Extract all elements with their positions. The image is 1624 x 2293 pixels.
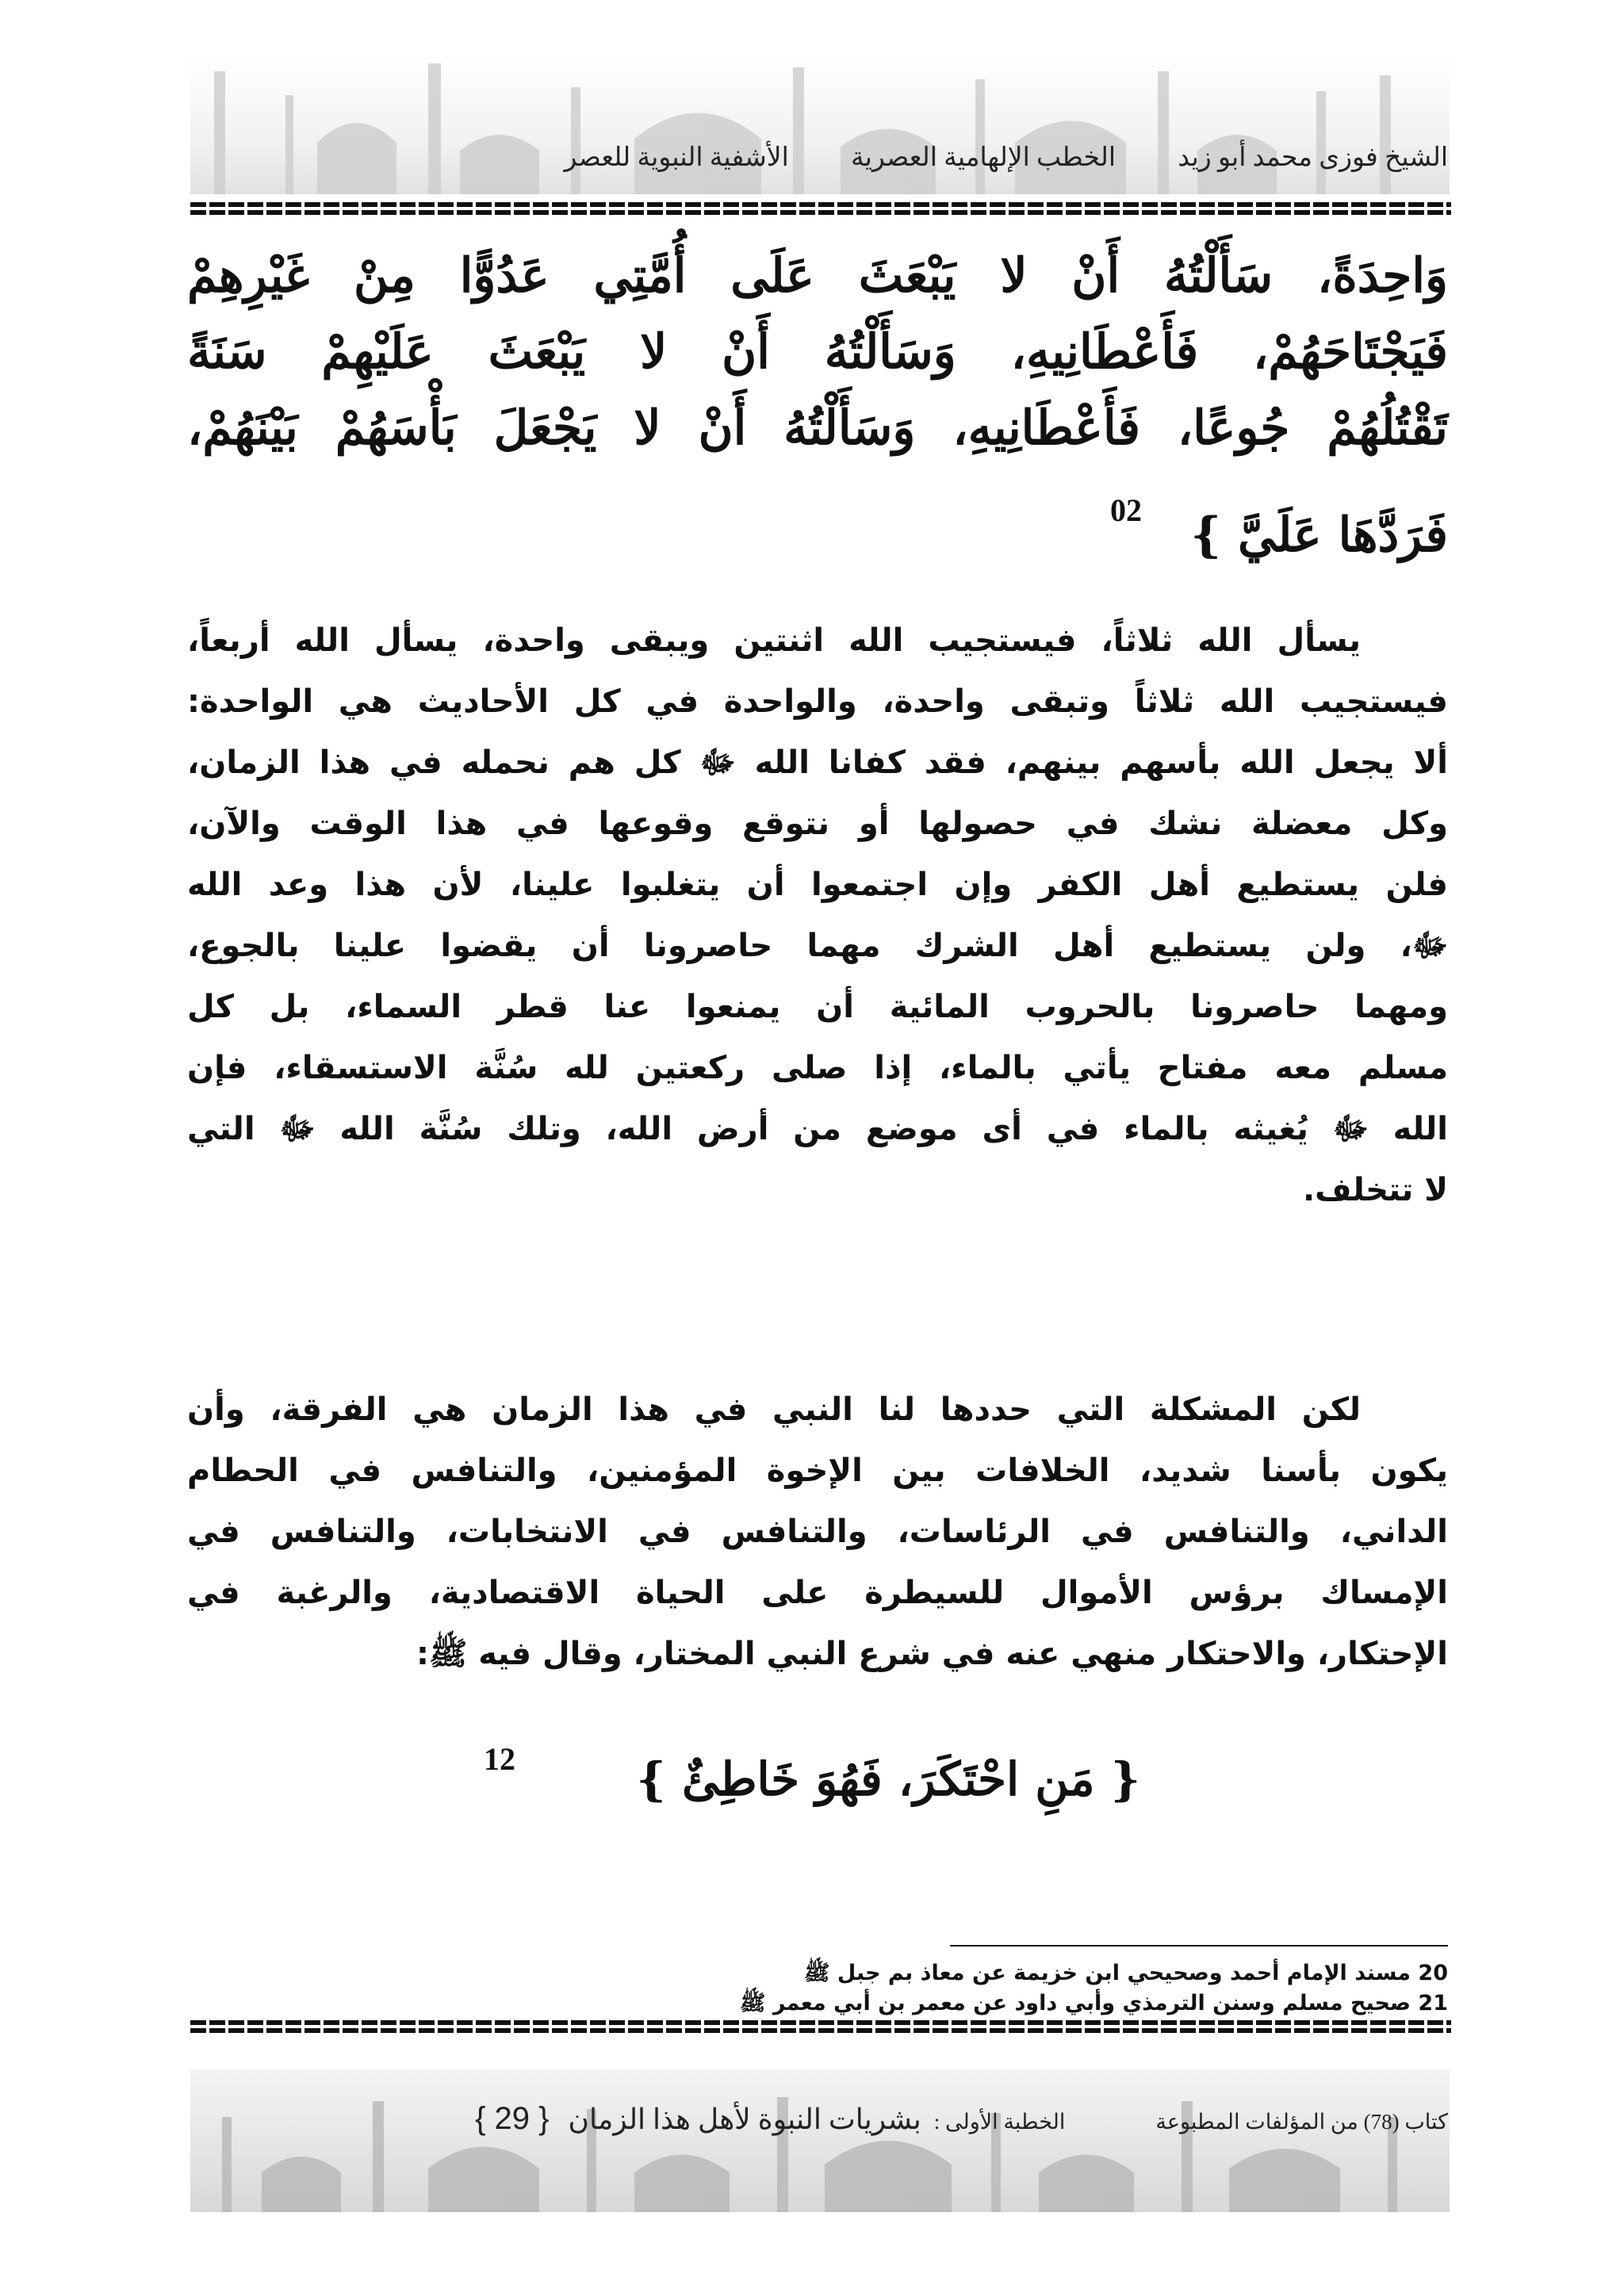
text-line: الداني، والتنافس في الرئاسات، والتنافس في الانتخابات، والتنافس في: [187, 1514, 1448, 1550]
text-line: لكن المشكلة التي حددها لنا النبي في هذا الزمان هي الفرقة، وأن: [187, 1391, 1361, 1428]
text-line: مسلم معه مفتاح يأتي بالماء، إذا صلى ركعتين لله سُنَّة الاستسقاء، فإن: [187, 1050, 1448, 1086]
text-line: فلن يستطيع أهل الكفر وإن اجتمعوا أن يتغلبوا علينا، لأن هذا وعد الله: [187, 867, 1448, 903]
footer-sermon-title: بشريات النبوة لأهل هذا الزمان: [568, 2104, 921, 2135]
header-decoration: [190, 56, 1450, 194]
footer-divider: [190, 2020, 1451, 2033]
verse-line: فَيَجْتَاحَهُمْ، فَأَعْطَانِيهِ، وَسَأَلْتُهُ أَنْ لا يَبْعَثَ عَلَيْهِمْ سَنَةً: [187, 324, 1448, 380]
hadith-continuation: [187, 238, 1448, 466]
header-book-title: الأشفية النبوية للعصر: [564, 144, 789, 172]
footnote-rule: [950, 1945, 1448, 1947]
paragraph-1: [187, 611, 1448, 1221]
footnote-ref: 12: [484, 1741, 515, 1777]
hadith-quote: { مَنِ احْتَكَرَ، فَهُوَ خَاطِئٌ }: [636, 1752, 1140, 1806]
text-line: فيستجيب الله ثلاثاً وتبقى واحدة، والواحدة في كل الأحاديث هي الواحدة:: [187, 683, 1448, 720]
header-divider: [190, 202, 1451, 215]
verse-line-last: فَرَدَّهَا عَلَيَّ }: [1190, 507, 1448, 563]
text-line: ﷻ، ولن يستطيع أهل الشرك مهما حاصرونا أن يقضوا علينا بالجوع،: [187, 928, 1448, 964]
text-line: الإحتكار، والاحتكار منهي عنه في شرع النبي المختار، وقال فيه ﷺ:: [416, 1636, 1448, 1672]
text-line: ألا يجعل الله بأسهم بينهم، فقد كفانا الله ﷻ كل هم نحمله في هذا الزمان،: [187, 745, 1448, 781]
paragraph-2: [187, 1380, 1448, 1685]
footer-sermon-label: الخطبة الأولى :: [933, 2110, 1066, 2134]
footer-decoration: [190, 2069, 1450, 2212]
text-line: الإمساك برؤس الأموال للسيطرة على الحياة الاقتصادية، والرغبة في: [187, 1575, 1448, 1611]
running-footer: [195, 2101, 1448, 2137]
text-line: ومهما حاصرونا بالحروب المائية أن يمنعوا عنا قطر السماء، بل كل: [187, 989, 1448, 1025]
verse-line: وَاحِدَةً، سَأَلْتُهُ أَنْ لا يَبْعَثَ عَلَى أُمَّتِي عَدُوًّا مِنْ غَيْرِهِمْ: [187, 248, 1448, 304]
running-header: [179, 141, 1448, 173]
footer-book-number: كتاب (78) من المؤلفات المطبوعة: [1155, 2110, 1448, 2134]
text-line: يكون بأسنا شديد، الخلافات بين الإخوة المؤمنين، والتنافس في الحطام: [187, 1453, 1448, 1489]
text-line: وكل معضلة نشك في حصولها أو نتوقع وقوعها في هذا الوقت والآن،: [187, 806, 1448, 842]
footnote-ref: 02: [1110, 492, 1142, 528]
header-series: الخطب الإلهامية العصرية: [851, 144, 1116, 172]
text-line: يسأل الله ثلاثاً، فيستجيب الله اثنتين ويبقى واحدة، يسأل الله أربعاً،: [187, 622, 1361, 659]
verse-line: تَقْتُلُهُمْ جُوعًا، فَأَعْطَانِيهِ، وَسَأَلْتُهُ أَنْ لا يَجْعَلَ بَأْسَهُمْ بَيْنَهُمْ،: [187, 400, 1448, 456]
footnote-item: 21 صحيح مسلم وسنن الترمذي وأبي داود عن معمر بن أبي معمر ﷺ: [739, 1991, 1448, 2015]
text-line: الله ﷻ يُغيثه بالماء في أى موضع من أرض الله، وتلك سُنَّة الله ﷻ التي: [187, 1111, 1448, 1147]
page-number: { 29 }: [475, 2101, 550, 2136]
mosque-skyline-icon: [190, 56, 1450, 194]
text-line: لا تتخلف.: [1302, 1172, 1448, 1208]
mosque-skyline-icon: [190, 2069, 1450, 2212]
footnote-item: 20 مسند الإمام أحمد وصحيحي ابن خزيمة عن معاذ بم جبل ﷺ: [803, 1961, 1448, 1985]
header-author: الشيخ فوزى محمد أبو زيد: [1178, 144, 1448, 172]
footnotes: [417, 1958, 1448, 2019]
